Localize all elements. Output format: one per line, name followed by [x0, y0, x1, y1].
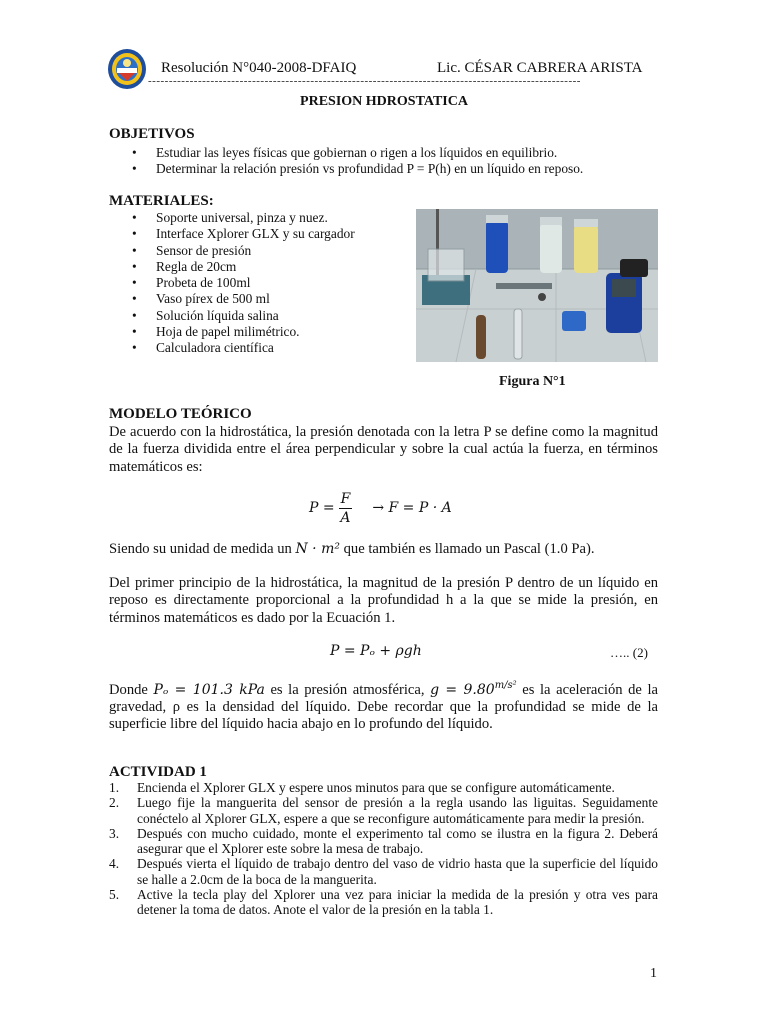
figure-caption: Figura N°1 [499, 374, 566, 389]
modelo-heading: MODELO TEÓRICO [109, 406, 252, 422]
materiales-heading: MATERIALES: [109, 193, 214, 209]
p4-text-c: es la aceleración de la gravedad, ρ es la densidad del líquido. Debe recordar que la profundidad se mide de la superficie libre del líquido hacia abajo en lo profundo del líquido. [109, 681, 658, 733]
header-resolution: Resolución N°040-2008-DFAIQ [161, 60, 357, 76]
list-item: 1. Encienda el Xplorer GLX y espere unos minutos para que se configure automáticamente. [109, 780, 615, 795]
list-item: • Soporte universal, pinza y nuez. [132, 210, 412, 226]
eq1-fraction [339, 490, 353, 527]
page-title: PRESION HDROSTATICA [300, 94, 468, 109]
eq1-numerator: F [340, 491, 351, 507]
modelo-paragraph-4 [109, 677, 658, 734]
p4-text-b: es la presión atmosférica, [270, 681, 425, 698]
objetivos-heading: OBJETIVOS [109, 126, 195, 142]
list-item: 3. Después con mucho cuidado, monte el experimento tal como se ilustra en la figura 2. Deberá asegurar que el Xplorer este sobre la mesa de trabajo. [109, 825, 658, 857]
list-item: • Regla de 20cm [132, 259, 412, 275]
unit-text-a: Siendo su unidad de medida un [109, 541, 292, 557]
list-item: • Estudiar las leyes físicas que gobiernan o rigen a los líquidos en equilibrio. [132, 145, 662, 161]
eq1-denominator: A [340, 510, 351, 526]
equation-2: P = Pₒ + ρgh [330, 643, 422, 659]
eq1-rhs: → F = P · A [372, 500, 452, 517]
objetivos-list [132, 145, 662, 178]
list-item: 5. Active la tecla play del Xplorer una vez para iniciar la medida de la presión y otra ves para detener la toma de datos. Anote el valor de la presión en la tabla 1. [109, 887, 658, 918]
list-item: • Sensor de presión [132, 243, 412, 259]
atm-pressure-value: Pₒ = 101.3 kPa [153, 681, 265, 698]
list-item: • Vaso pírex de 500 ml [132, 291, 412, 307]
p4-text-a: Donde [109, 681, 148, 698]
modelo-paragraph-1: De acuerdo con la hidrostática, la presión denotada con la letra P se define como la magnitud de la fuerza dividida entre el área perpendicular y sobre la cual actúa la fuerza, en términos matemáticos es: [109, 424, 658, 475]
list-item: • Calculadora científica [132, 340, 412, 356]
equation-2-number: ….. (2) [610, 645, 648, 660]
list-item: • Hoja de papel milimétrico. [132, 324, 412, 340]
lab-materials-photo [416, 209, 658, 362]
header-separator: -------------------------------------------------------------------------------------------------------- [148, 76, 581, 87]
list-item: 4. Después vierta el líquido de trabajo dentro del vaso de vidrio hasta que la superficie del líquido se halle a 2.0cm de la boca de la manguerita. [109, 856, 658, 887]
eq1-lhs: P = [309, 500, 335, 517]
modelo-paragraph-2 [109, 541, 658, 558]
list-item: • Determinar la relación presión vs profundidad P = P(h) en un líquido en reposo. [132, 161, 662, 177]
list-item: 2. Luego fije la manguerita del sensor de presión a la regla usando las liguitas. Seguidamente conéctelo al Xplorer GLX, espere a que se reconfigure automáticamente para medir la presión. [109, 795, 658, 826]
gravity-value: g = 9.80 [430, 681, 495, 698]
modelo-paragraph-3: Del primer principio de la hidrostática, la magnitud de la presión P dentro de un líquido en reposo es directamente proporcional a la profundidad h a la que se mide la presión, en términos matemáticos es dado por la Ecuación 1. [109, 575, 658, 626]
unit-text-b: que también es llamado un Pascal (1.0 Pa). [343, 541, 595, 557]
header-author: Lic. CÉSAR CABRERA ARISTA [437, 60, 643, 76]
list-item: • Interface Xplorer GLX y su cargador [132, 226, 412, 242]
actividad-list [109, 780, 658, 918]
equation-1 [309, 490, 452, 527]
list-item: • Solución líquida salina [132, 308, 412, 324]
university-logo [107, 48, 147, 90]
unit-symbol: N · m² [295, 541, 340, 557]
materiales-list [132, 210, 412, 357]
page-number: 1 [650, 966, 657, 981]
list-item: • Probeta de 100ml [132, 275, 412, 291]
actividad-heading: ACTIVIDAD 1 [109, 764, 207, 780]
gravity-unit: m/s² [494, 680, 517, 691]
